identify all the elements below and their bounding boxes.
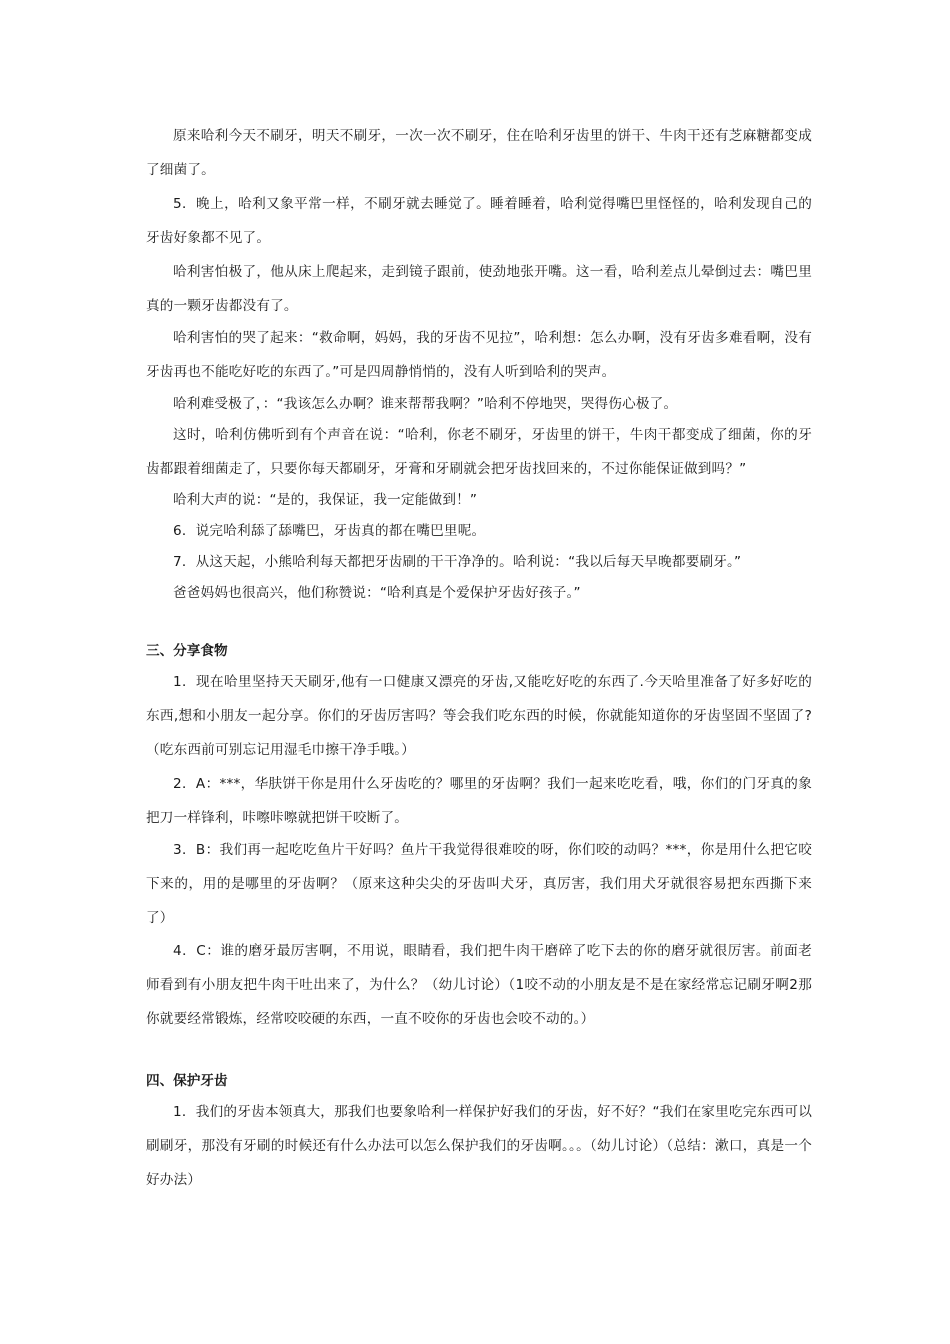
paragraph-voice: 这时，哈利仿佛听到有个声音在说：“哈利，你老不刷牙，牙齿里的饼干，牛肉干都变成了细菌，你的牙齿都跟着细菌走了，只要你每天都刷牙，牙膏和牙刷就会把牙齿找回来的，不过你能保证做到吗？”: [146, 427, 812, 477]
section-3-heading: 三、分享食物: [146, 643, 228, 659]
section-4-item-1: 1．我们的牙齿本领真大，那我们也要象哈利一样保护好我们的牙齿，好不好？“我们在家里吃完东西可以刷刷牙，那没有牙刷的时候还有什么办法可以怎么保护我们的牙齿啊。。。（幼儿讨论）（总结：漱口，真是一个好办法）: [146, 1104, 812, 1188]
section-3-item-3: 3．B：我们再一起吃吃鱼片干好吗？鱼片干我觉得很难咬的呀，你们咬的动吗？***，你是用什么把它咬下来的，用的是哪里的牙齿啊？（原来这种尖尖的牙齿叫犬牙，真厉害，我们用犬牙就很容易把东西撕下来了）: [146, 842, 812, 926]
paragraph-mirror: 哈利害怕极了，他从床上爬起来，走到镜子跟前，使劲地张开嘴。这一看，哈利差点儿晕倒过去：嘴巴里真的一颗牙齿都没有了。: [146, 264, 812, 314]
paragraph-praise: 爸爸妈妈也很高兴，他们称赞说：“哈利真是个爱保护牙齿好孩子。”: [173, 585, 581, 601]
section-3-item-2: 2．A：***，华肤饼干你是用什么牙齿吃的？哪里的牙齿啊？我们一起来吃吃看，哦，你们的门牙真的象把刀一样锋利，咔嚓咔嚓就把饼干咬断了。: [146, 776, 812, 826]
paragraph-promise: 哈利大声的说：“是的，我保证，我一定能做到！”: [173, 492, 478, 508]
paragraph-bacteria: 原来哈利今天不刷牙，明天不刷牙，一次一次不刷牙，住在哈利牙齿里的饼干、牛肉干还有芝麻糖都变成了细菌了。: [146, 128, 812, 178]
paragraph-step-7: 7．从这天起，小熊哈利每天都把牙齿刷的干干净净的。哈利说：“我以后每天早晚都要刷牙。”: [173, 554, 742, 570]
section-4-heading: 四、保护牙齿: [146, 1073, 228, 1089]
paragraph-sad: 哈利难受极了，：“我该怎么办啊？谁来帮帮我啊？”哈利不停地哭，哭得伤心极了。: [173, 396, 678, 412]
paragraph-step-5: 5．晚上，哈利又象平常一样，不刷牙就去睡觉了。睡着睡着，哈利觉得嘴巴里怪怪的，哈利发现自己的牙齿好象都不见了。: [146, 196, 812, 246]
paragraph-crying: 哈利害怕的哭了起来：“救命啊，妈妈，我的牙齿不见拉”，哈利想：怎么办啊，没有牙齿多难看啊，没有牙齿再也不能吃好吃的东西了。”可是四周静悄悄的，没有人听到哈利的哭声。: [146, 330, 812, 380]
paragraph-step-6: 6．说完哈利舔了舔嘴巴，牙齿真的都在嘴巴里呢。: [173, 523, 486, 539]
section-3-item-4: 4．C：谁的磨牙最厉害啊，不用说，眼睛看，我们把牛肉干磨碎了吃下去的你的磨牙就很厉害。前面老师看到有小朋友把牛肉干吐出来了，为什么？（幼儿讨论）（1咬不动的小朋友是不是在家经常忘记刷牙啊2那你就要经常锻炼，经常咬咬硬的东西，一直不咬你的牙齿也会咬不动的。）: [146, 943, 812, 1027]
section-3-item-1: 1．现在哈里坚持天天刷牙,他有一口健康又漂亮的牙齿,又能吃好吃的东西了.今天哈里准备了好多好吃的东西,想和小朋友一起分享。你们的牙齿厉害吗？等会我们吃东西的时候，你就能知道你的牙齿坚固不坚固了?（吃东西前可别忘记用湿毛巾擦干净手哦。）: [146, 674, 812, 758]
